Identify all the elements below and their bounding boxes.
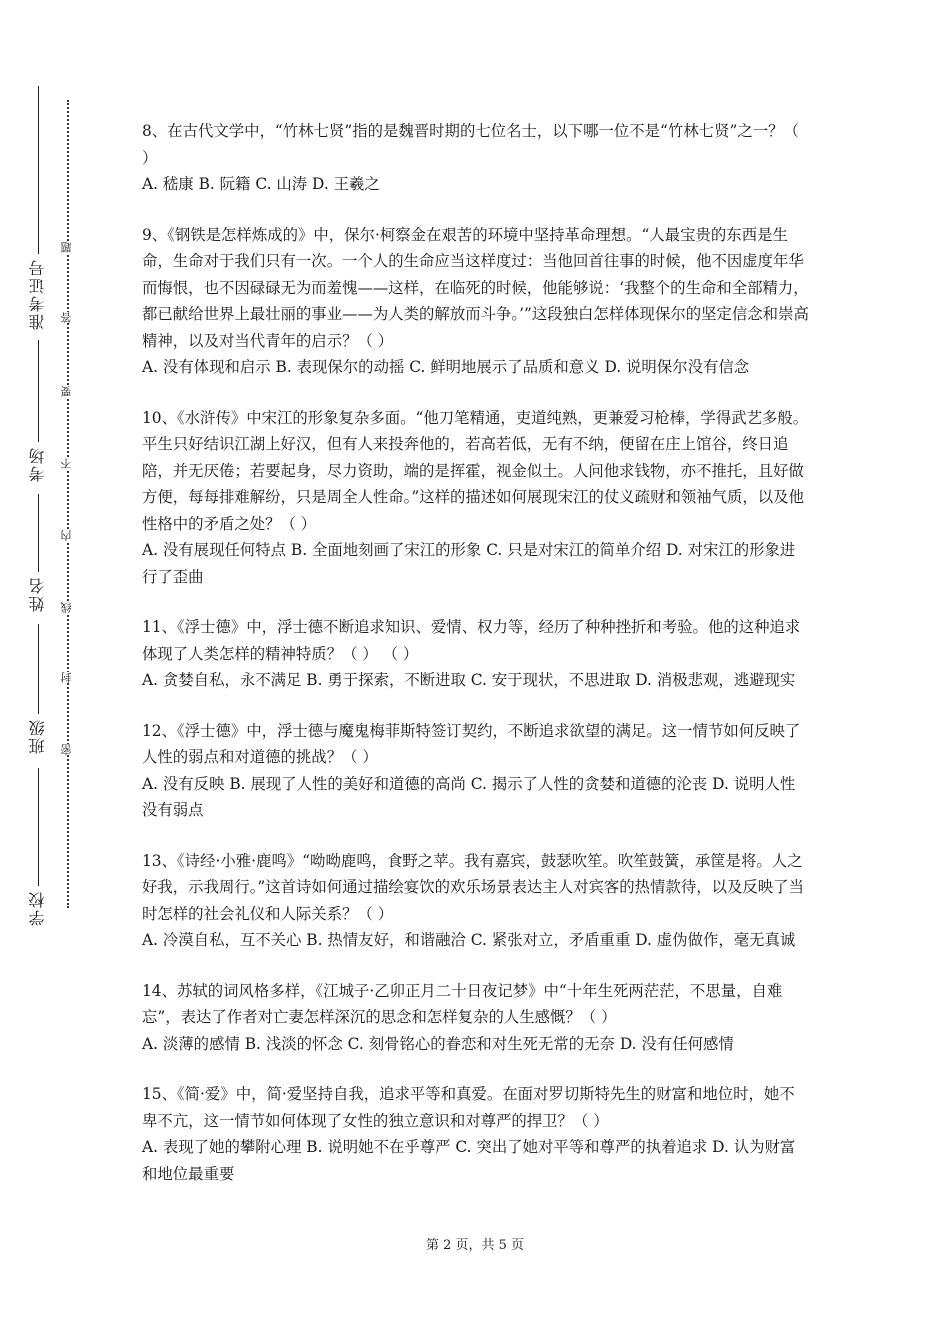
school-label: 学校: [28, 890, 47, 926]
line-seg: [38, 768, 39, 886]
question-options: A. 贪婪自私，永不满足 B. 勇于探索，不断进取 C. 安于现状，不思进取 D. 消极悲观，逃避现实: [142, 671, 796, 689]
seal-char: 线: [60, 602, 73, 613]
question-13: [142, 848, 810, 954]
line-seg: [38, 340, 39, 442]
question-options: A. 没有展现任何特点 B. 全面地刻画了宋江的形象 C. 只是对宋江的简单介绍 D. 对宋江的形象进行了歪曲: [142, 541, 796, 586]
question-options: A. 表现了她的攀附心理 B. 说明她不在乎尊严 C. 突出了她对平等和尊严的执着追求 D. 认为财富和地位最重要: [142, 1138, 796, 1183]
question-9: [142, 222, 810, 381]
seal-char: 内: [60, 530, 73, 541]
seal-char: 密: [60, 744, 73, 755]
question-12: [142, 718, 810, 824]
seal-char: 封: [60, 672, 73, 683]
seal-char: 题: [60, 242, 73, 253]
binding-margin: [0, 0, 110, 1344]
question-options: A. 冷漠自私，互不关心 B. 热情友好，和谐融洽 C. 紧张对立，矛盾重重 D. 虚伪做作，毫无真诚: [142, 931, 796, 949]
question-stem: 10、《水浒传》中宋江的形象复杂多面。“他刀笔精通，吏道纯熟，更兼爱习枪棒，学得武艺多般。平生只好结识江湖上好汉，但有人来投奔他的，若高若低，无有不纳，便留在庄上馆谷，终日追陪，并无厌倦；若要起身，尽力资助，端的是挥霍，视金似土。人问他求钱物，亦不推托，且好做方便，每每排难解纷，只是周全人性命。”这样的描述如何展现宋江的仗义疏财和领袖气质，以及他性格中的矛盾之处？（ ）: [142, 408, 809, 533]
exam-room-label: 考场: [28, 446, 47, 482]
line-seg: [38, 494, 39, 572]
question-options: A. 没有体现和启示 B. 表现保尔的动摇 C. 鲜明地展示了品质和意义 D. 说明保尔没有信念: [142, 358, 750, 376]
name-label: 姓名: [28, 576, 47, 612]
question-8: [142, 118, 810, 198]
line-seg: [38, 86, 39, 254]
seal-char: 要: [60, 386, 73, 397]
question-stem: 12、《浮士德》中，浮士德与魔鬼梅菲斯特签订契约，不断追求欲望的满足。这一情节如何反映了人性的弱点和对道德的挑战？（ ）: [142, 721, 801, 766]
line-seg: [38, 624, 39, 714]
question-stem: 9、《钢铁是怎样炼成的》中，保尔·柯察金在艰苦的环境中坚持革命理想。“人最宝贵的东西是生命，生命对于我们只有一次。一个人的生命应当这样度过：当他回首往事的时候，他不因虚度年华而悔恨，也不因碌碌无为而羞愧——这样，在临死的时候，他能够说：‘我整个的生命和全部精力，都已献给世界上最壮丽的事业——为人类的解放而斗争。’”这段独白怎样体现保尔的坚定信念和崇高精神，以及对当代青年的启示？（ ）: [142, 225, 809, 350]
question-15: [142, 1081, 810, 1187]
question-11: [142, 614, 810, 694]
exam-id-label: 准考证号: [28, 258, 47, 330]
question-options: A. 没有反映 B. 展现了人性的美好和道德的高尚 C. 揭示了人性的贪婪和道德的沦丧 D. 说明人性没有弱点: [142, 774, 796, 819]
seal-dotted-line: [67, 100, 69, 908]
class-label: 班级: [28, 718, 47, 754]
question-stem: 13、《诗经·小雅·鹿鸣》“呦呦鹿鸣，食野之苹。我有嘉宾，鼓瑟吹笙。吹笙鼓簧，承筐是将。人之好我，示我周行。”这首诗如何通过描绘宴饮的欢乐场景表达主人对宾客的热情款待，以及反映了当时怎样的社会礼仪和人际关系？（ ）: [142, 851, 804, 923]
question-stem: 11、《浮士德》中，浮士德不断追求知识、爱情、权力等，经历了种种挫折和考验。他的这种追求体现了人类怎样的精神特质？（ ） （ ）: [142, 618, 801, 663]
seal-char: 答: [60, 312, 73, 323]
question-stem: 15、《简·爱》中，简·爱坚持自我，追求平等和真爱。在面对罗切斯特先生的财富和地位时，她不卑不亢，这一情节如何体现了女性的独立意识和对尊严的捍卫？（ ）: [142, 1085, 795, 1130]
question-stem: 14、苏轼的词风格多样，《江城子·乙卯正月二十日夜记梦》中“十年生死两茫茫，不思量，自难忘”，表达了作者对亡妻怎样深沉的思念和怎样复杂的人生感慨？（ ）: [142, 981, 783, 1026]
question-stem: 8、在古代文学中，“竹林七贤”指的是魏晋时期的七位名士，以下哪一位不是“竹林七贤”之一？（ ）: [142, 122, 799, 167]
question-options: A. 淡薄的感情 B. 浅淡的怀念 C. 刻骨铭心的眷恋和对生死无常的无奈 D. 没有任何感情: [142, 1034, 734, 1053]
question-options: A. 嵇康 B. 阮籍 C. 山涛 D. 王羲之: [142, 175, 380, 193]
question-14: [142, 978, 810, 1058]
page-number: 第 2 页，共 5 页: [425, 1238, 525, 1253]
seal-char: 不: [60, 458, 73, 469]
question-10: [142, 405, 810, 591]
question-list: [142, 118, 810, 1211]
